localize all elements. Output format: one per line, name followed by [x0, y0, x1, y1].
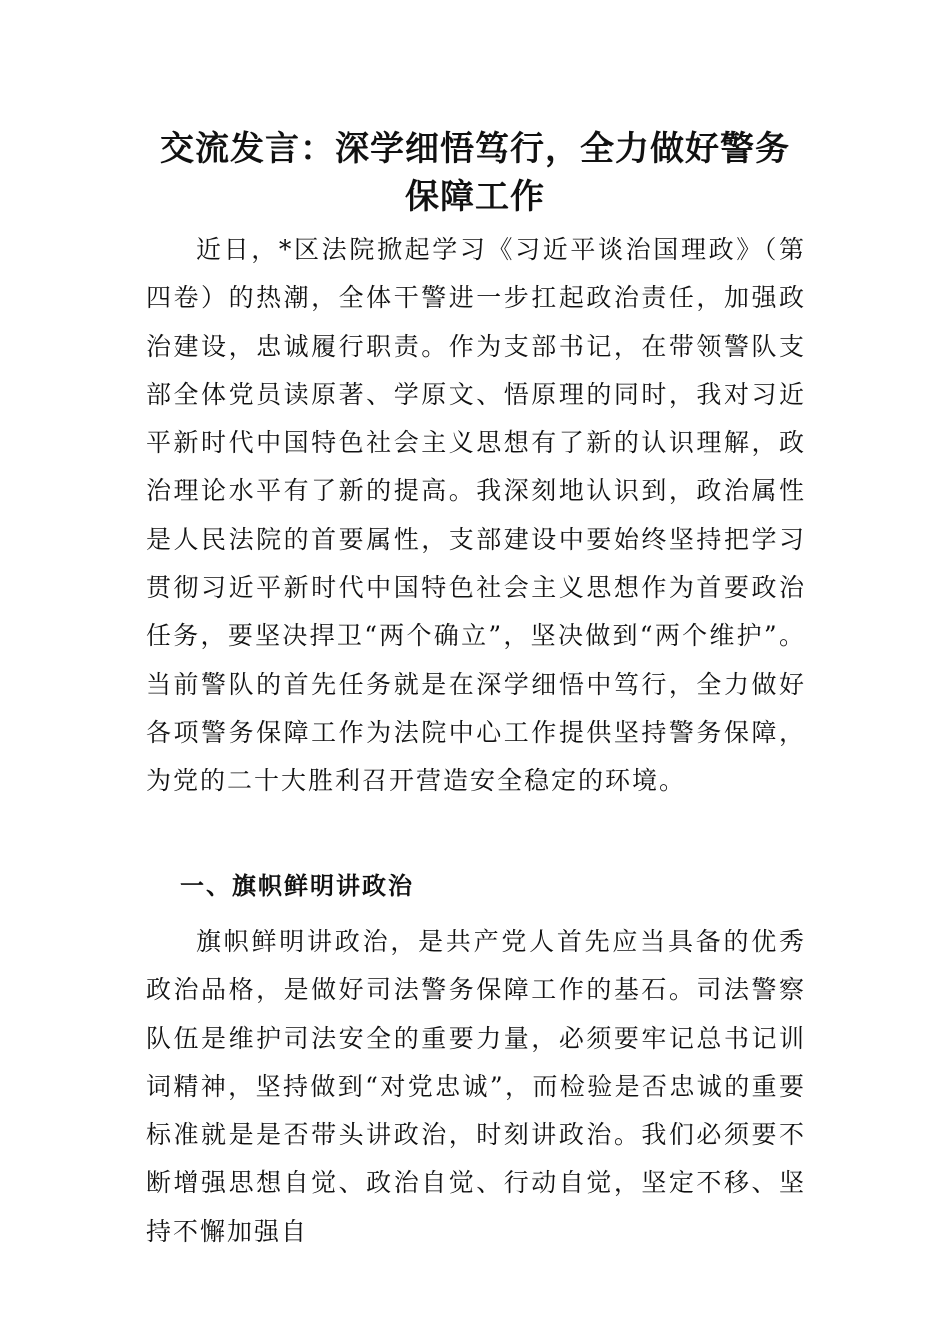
- document-title-line-1: 交流发言：深学细悟笃行，全力做好警务: [160, 129, 790, 169]
- section-heading-1: 一、旗帜鲜明讲政治: [180, 872, 414, 900]
- section-1-paragraph: 旗帜鲜明讲政治，是共产党人首先应当具备的优秀政治品格，是做好司法警务保障工作的基石。司法警察队伍是维护司法安全的重要力量，必须要牢记总书记训词精神，坚持做到“对党忠诚”，而检验是否忠诚的重要标准就是是否带头讲政治，时刻讲政治。我们必须要不断增强思想自觉、政治自觉、行动自觉，坚定不移、坚持不懈加强自: [146, 927, 806, 1246]
- intro-paragraph: 近日，*区法院掀起学习《习近平谈治国理政》（第四卷）的热潮，全体干警进一步扛起政治责任，加强政治建设，忠诚履行职责。作为支部书记，在带领警队支部全体党员读原著、学原文、悟原理的同时，我对习近平新时代中国特色社会主义思想有了新的认识理解，政治理论水平有了新的提高。我深刻地认识到，政治属性是人民法院的首要属性，支部建设中要始终坚持把学习贯彻习近平新时代中国特色社会主义思想作为首要政治任务，要坚决捍卫“两个确立”，坚决做到“两个维护”。当前警队的首先任务就是在深学细悟中笃行，全力做好各项警务保障工作为法院中心工作提供坚持警务保障，为党的二十大胜利召开营造安全稳定的环境。: [146, 235, 806, 796]
- document-title-line-2: 保障工作: [405, 177, 545, 217]
